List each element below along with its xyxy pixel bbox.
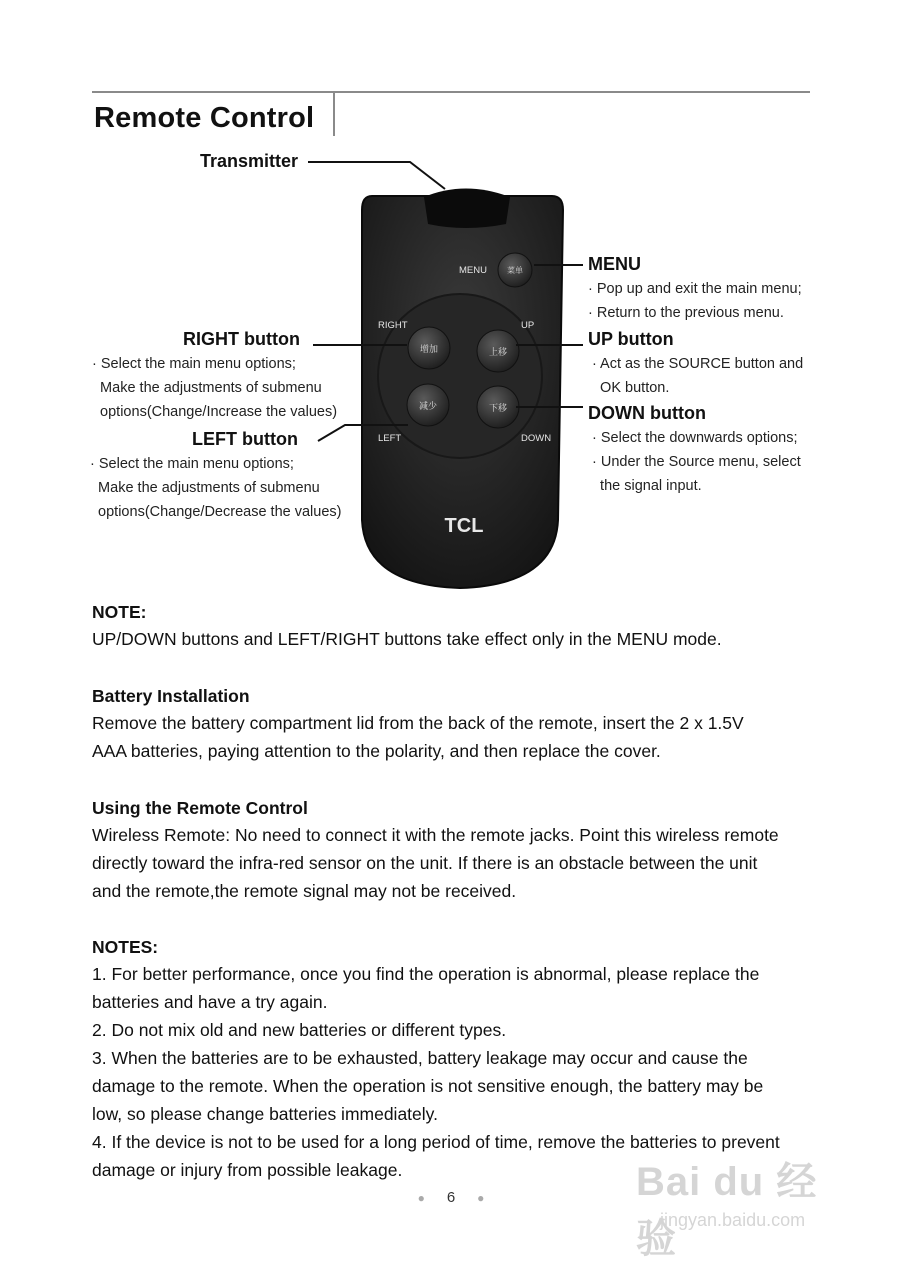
remote-brand-logo: TCL — [444, 515, 484, 537]
using-heading: Using the Remote Control — [92, 798, 308, 818]
watermark-brand: Bai du 经验 — [636, 1160, 818, 1261]
transmitter-label: Transmitter — [200, 151, 299, 171]
remote-label-up: UP — [521, 320, 535, 331]
battery-heading: Battery Installation — [92, 686, 250, 706]
right-key-text: 增加 — [419, 345, 439, 355]
dot-icon: ● — [417, 1191, 425, 1205]
remote-label-right: RIGHT — [378, 320, 408, 331]
left-callout-desc: · Select the main menu options; Make the adjustments of submenu options(Change/Decrease the values) — [90, 456, 342, 520]
dot-icon: ● — [477, 1191, 485, 1205]
down-key-text: 下移 — [488, 404, 508, 414]
up-callout-title: UP button — [588, 329, 674, 349]
notes-line: 3. When the batteries are to be exhausted, battery leakage may occur and cause the — [92, 1048, 748, 1068]
battery-line-2: AAA batteries, paying attention to the polarity, and then replace the cover. — [92, 741, 661, 761]
notes-line: low, so please change batteries immediately. — [92, 1104, 438, 1124]
menu-callout-title: MENU — [588, 254, 641, 274]
note-heading: NOTE: — [92, 602, 147, 622]
note-text: UP/DOWN buttons and LEFT/RIGHT buttons take effect only in the MENU mode. — [92, 629, 722, 649]
transmitter-window — [424, 189, 510, 229]
notes-line: 1. For better performance, once you find the operation is abnormal, please replace the — [92, 964, 760, 984]
notes-line: 4. If the device is not to be used for a long period of time, remove the batteries to prevent — [92, 1132, 780, 1152]
remote-label-left: LEFT — [378, 433, 402, 444]
page-number-value: 6 — [446, 1189, 456, 1206]
page-title: Remote Control — [94, 102, 315, 134]
using-line-2: directly toward the infra-red sensor on the unit. If there is an obstacle between the unit — [92, 853, 758, 873]
using-line-1: Wireless Remote: No need to connect it with the remote jacks. Point this wireless remote — [92, 825, 779, 845]
leader-transmitter — [308, 162, 445, 189]
remote-label-menu: MENU — [459, 265, 487, 276]
watermark-url: jingyan.baidu.com — [660, 1210, 806, 1230]
right-callout-title: RIGHT button — [183, 329, 300, 349]
down-callout-desc: · Select the downwards options; · Under the Source menu, select the signal input. — [592, 430, 801, 494]
down-callout-title: DOWN button — [588, 403, 706, 423]
right-callout-desc: · Select the main menu options; Make the adjustments of submenu options(Change/Increase the values) — [92, 356, 338, 420]
dpad-ring — [378, 294, 542, 458]
menu-callout-desc: · Pop up and exit the main menu; · Return to the previous menu. — [588, 281, 802, 321]
notes-line: damage to the remote. When the operation is not sensitive enough, the battery may be — [92, 1076, 764, 1096]
up-key-text: 上移 — [488, 348, 508, 358]
notes-line: damage or injury from possible leakage. — [92, 1160, 403, 1180]
battery-line-1: Remove the battery compartment lid from the back of the remote, insert the 2 x 1.5V — [92, 713, 744, 733]
up-callout-desc: · Act as the SOURCE button and OK button. — [592, 356, 804, 396]
menu-key-text: 菜单 — [507, 266, 523, 275]
notes-line: batteries and have a try again. — [92, 992, 328, 1012]
watermark — [636, 1150, 846, 1261]
notes-line: 2. Do not mix old and new batteries or different types. — [92, 1020, 507, 1040]
remote-label-down: DOWN — [521, 433, 552, 444]
notes-heading: NOTES: — [92, 937, 159, 957]
using-line-3: and the remote,the remote signal may not be received. — [92, 881, 517, 901]
left-callout-title: LEFT button — [192, 429, 298, 449]
left-key-text: 减少 — [418, 402, 438, 412]
